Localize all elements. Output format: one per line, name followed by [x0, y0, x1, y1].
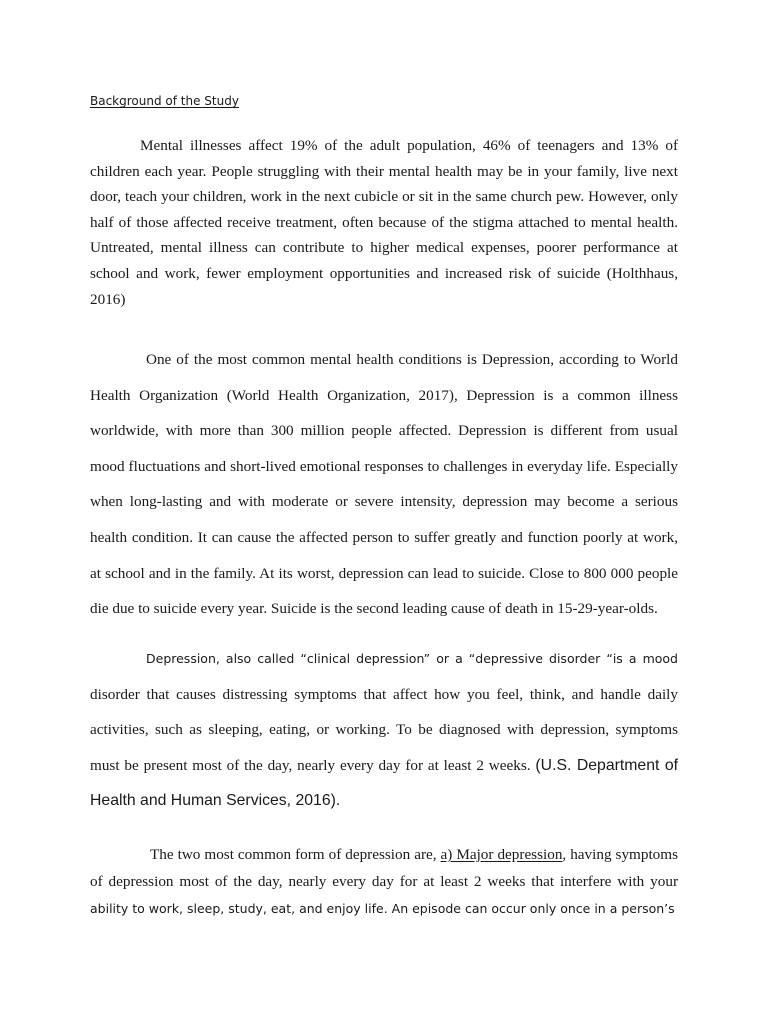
section-heading: Background of the Study [90, 94, 239, 108]
paragraph-4-lead: The two most common form of depression are, [150, 846, 437, 863]
paragraph-3-citation: (U.S. Department of Health and Human Services, 2016). [90, 756, 678, 810]
paragraph-4 [90, 841, 678, 922]
paragraph-4-term: a) Major depression [440, 846, 563, 863]
paragraph-3-lead: Depression, also called “clinical depression” or a “depressive disorder “is a mood [146, 651, 678, 666]
paragraph-4-tail: ability to work, sleep, study, eat, and enjoy life. An episode can occur only once in a person’s [90, 901, 675, 916]
paragraph-1 [90, 133, 678, 312]
paragraph-3 [90, 641, 678, 819]
paragraph-2-text: One of the most common mental health conditions is Depression, according to World Health Organization (World Health Organization, 2017), Depression is a common illness worldwide, with more than 300 million people affected. Depression is different from usual mood fluctuations and short-lived emotional responses to challenges in everyday life. Especially when long-lasting and with moderate or severe intensity, depression may become a serious health condition. It can cause the affected person to suffer greatly and function poorly at work, at school and in the family. At its worst, depression can lead to suicide. Close to 800 000 people die due to suicide every year. Suicide is the second leading cause of death in 15-29-year-olds. [90, 351, 678, 618]
paragraph-1-text: Mental illnesses affect 19% of the adult population, 46% of teenagers and 13% of children each year. People struggling with their mental health may be in your family, live next door, teach your children, work in the next cubicle or sit in the same church pew. However, only half of those affected receive treatment, often because of the stigma attached to mental health. Untreated, mental illness can contribute to higher medical expenses, poorer performance at school and work, fewer employment opportunities and increased risk of suicide (Holthhaus, 2016) [90, 137, 678, 308]
paragraph-4-after-term: , having symptoms of depression most of the day, nearly every day for at least 2 weeks that interfere with your [90, 846, 678, 890]
paragraph-3-body: disorder that causes distressing symptoms that affect how you feel, think, and handle daily activities, such as sleeping, eating, or working. To be diagnosed with depression, symptoms must be present most of the day, nearly every day for at least 2 weeks. [90, 685, 678, 774]
paragraph-2 [90, 342, 678, 627]
